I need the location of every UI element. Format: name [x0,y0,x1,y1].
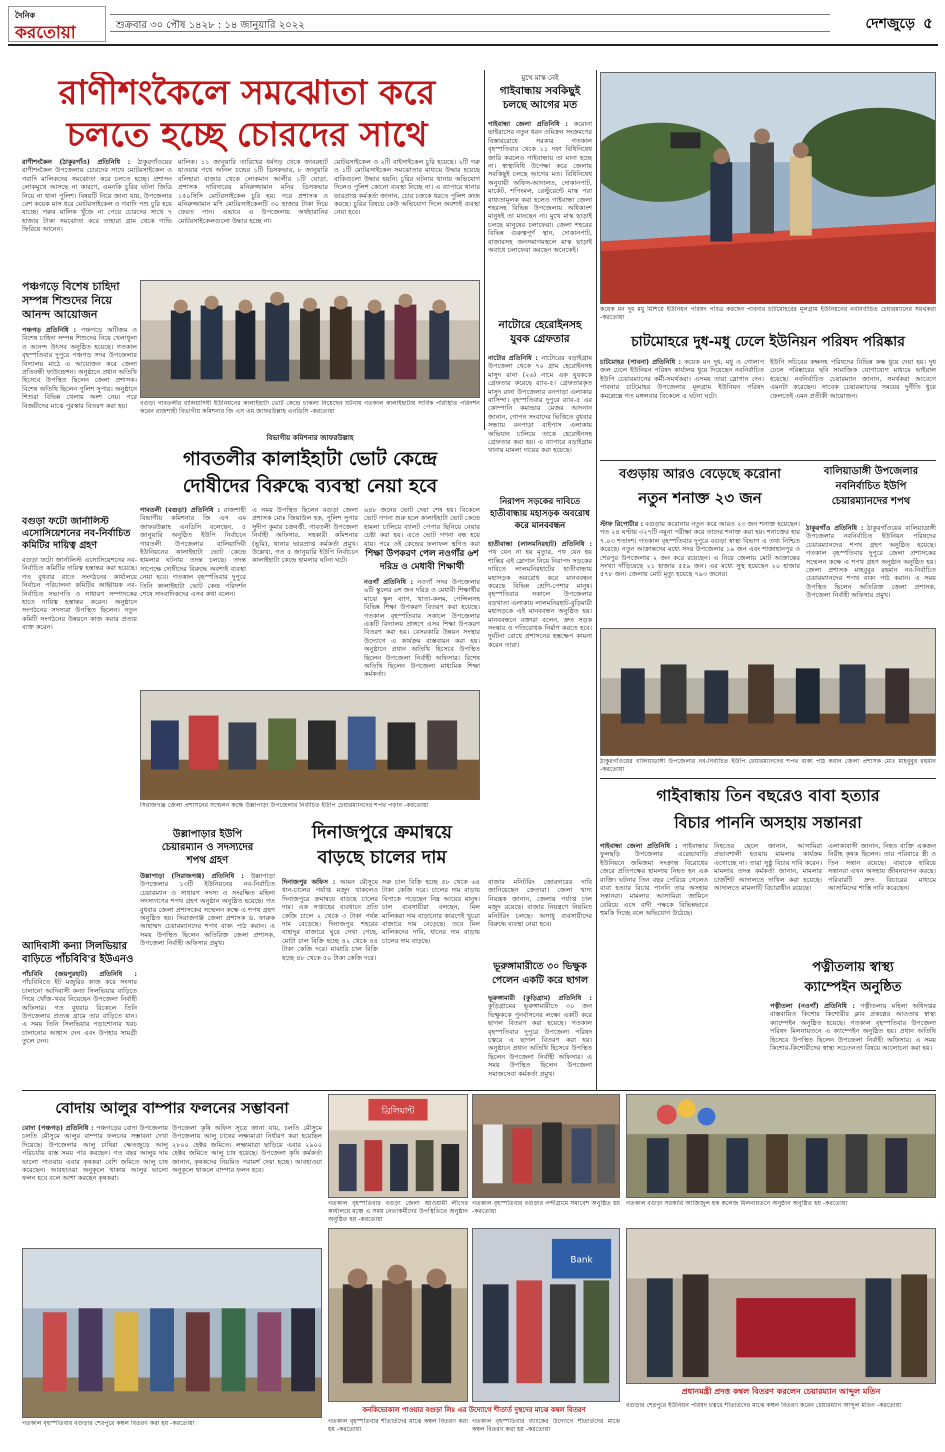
naogaon-headline-2: দরিদ্র ও মেধাবী শিক্ষার্থী [379,562,465,572]
highway-headline-2: হাতীবান্ধায় মহাসড়ক অবরোধ [490,509,590,519]
natore-text [488,354,592,494]
gaibandha-headline-text: গাইবান্ধায় সবকিছুই চলছে আগের মত [499,85,581,111]
gabtali-dateline: গাবতলী (বগুড়া) প্রতিনিধি : [140,506,221,514]
patnitala-headline-2: ক্যাম্পেইন অনুষ্ঠিত [804,980,902,995]
corona-headline-2: নতুন শনাক্ত ২৩ জন [638,489,762,507]
corona-headline-1: বগুড়ায় আরও বেড়েছে করোনা [619,467,781,482]
panchagarh-body: পঞ্চগড়ে অটিজম ও বিশেষ চাহিদা সম্পন্ন শিশুদের নিয়ে খেলাধুলা ও আনন্দ উৎসব অনুষ্ঠিত হয়েছে। গতকাল বৃহস্পতিবার দুপুরে পঞ্চগড় সদর উপজেলার বিদ্যালয় মাঠে এ আয়োজন করে জেলা প্রতিবন্ধী ফাউন্ডেশন। অনুষ্ঠানে প্রধান অতিথি হিসেবে উপস্থিত ছিলেন জেলা প্রশাসক। বিশেষ অতিথি ছিলেন পুলিশ সুপার। অনুষ্ঠানে শিশুরা বিভিন্ন খেলায় অংশ নেয়। পরে বিজয়ীদের মাঝে পুরস্কার বিতরণ করা হয়। [22,326,137,410]
naogaon-body: নওগাঁ সদর উপজেলার ৬টি স্কুলের ৬শ জন দরিদ্র ও মেধাবী শিক্ষার্থীর মাঝে স্কুল ব্যাগ, খাতা-কলম, পেন্সিলসহ বিভিন্ন শিক্ষা উপকরণ বিতরণ করা হয়েছে। গতকাল বৃহস্পতিবার সকালে উপজেলার একটি বিদ্যালয় প্রাঙ্গণে এসব শিক্ষা উপকরণ বিতরণ করা হয়। বেসরকারি উন্নয়ন সংস্থার উদ্যোগে এ কার্যক্রম বাস্তবায়ন করা হয়। অনুষ্ঠানে প্রধান অতিথি হিসেবে উপস্থিত ছিলেন উপজেলা নির্বাহী অফিসার। বিশেষ অতিথি ছিলেন উপজেলা মাধ্যমিক শিক্ষা কর্মকর্তা। [364,578,480,679]
brand-name: করতোয়া [15,23,76,42]
corona-body: বগুড়ায় করোনায় নতুন করে আরও ২৩ জন শনাক্ত হয়েছেন। গত ২৪ ঘণ্টায় ৩২৭টি নমুনা পরীক্ষা করে তাদের শনাক্ত করা হয়। শনাক্তের হার ৭.০৩ শতাংশ। গতকাল বৃহস্পতিবার দুপুরে বগুড়া স্বাস্থ্য বিভাগ এ তথ্য নিশ্চিত করেছে। নতুন আক্রান্তদের মধ্যে সদর উপজেলার ১৯ জন এবং শাজাহানপুর ও শেরপুর উপজেলার ২ জন করে রয়েছেন। এ নিয়ে জেলায় মোট আক্রান্তের সংখ্যা দাঁড়িয়েছে ২১ হাজার ৫৫৯ জন। এর মধ্যে সুস্থ হয়েছেন ২০ হাজার ৫৭৮ জন। জেলায় মোট মৃত্যু হয়েছে ৭৯৩ জনের। [600,520,800,579]
natore-headline-text: নাটোরে হেরোইনসহ যুবক গ্রেফতার [498,319,582,345]
baliadangi-headline-3: চেয়ারম্যানদের শপথ [831,496,911,507]
lead-dateline: রাণীশংকৈল (ঠাকুরগাঁও) প্রতিনিধি : [22,158,131,166]
dateline-bar [110,14,830,32]
bottom-photo-6 [472,1228,620,1402]
adivasi-text [22,970,137,1088]
bogura-photo-headline-3: কমিটির দায়িত্ব গ্রহণ [22,540,98,551]
bottom-photo-4 [22,1248,322,1418]
boda-text-1: পঞ্চগড়ের বোদা উপজেলায় চলতি মৌসুমে আলুর বাম্পার ফলনের সম্ভাবনা দেখা দিয়েছে। উপজেলার আলু চাষিরা ক্ষেতজুড়ে আলু পরিচর্যায় ব্যস্ত সময় পার করছেন। গত বছর আলুর দাম ভালো পাওয়ায় এবার কৃষকরা বেশি জমিতে আলু চাষ করেছেন। আবহাওয়া অনুকূলে থাকায় আলুর ভালো ফলন হবে বলে আশা করছেন কৃষকরা। [22,1124,168,1183]
bottom-photo-1 [328,1094,468,1198]
lead-photo [140,280,480,398]
ullapara-headline-1: উল্লাপাড়ার ইউপি [172,829,243,840]
bogura-photo-text [22,556,137,746]
highway-text [488,540,592,810]
chatmohar-photo [600,72,936,304]
panchagarh-headline-1: পঞ্চগড়ে বিশেষ চাহিদা [22,280,120,293]
corona-dateline: স্টাফ রিপোর্টার : [600,520,644,528]
divider-right-2 [600,778,936,779]
justice-text-col1 [600,842,708,1088]
bottom-caption-7: বগুড়ার শেরপুরে ইউনিয়ন পরিষদ চত্বরে শীতার্তদের মাঝে কম্বল বিতরণ করেন চেয়ারম্যান আব্দুল মতিন -করতোয়া [626,1402,902,1409]
highway-dateline: হাতীবান্ধা (লালমনিরহাট) প্রতিনিধি : [488,540,592,548]
divider-middle-right [596,70,597,1090]
panchagarh-headline-2: সম্পন্ন শিশুদের নিয়ে [22,294,112,307]
dinajpur-headline-1: দিনাজপুরে ক্রমান্বয়ে [312,822,452,843]
divider-right-1 [600,460,936,461]
boda-dateline: বোদা (পঞ্চগড়) প্রতিনিধি : [22,1124,94,1132]
naogaon-dateline: নওগাঁ প্রতিনিধি : [364,578,414,586]
patnitala-body: পত্নীতলায় মহিলা অধিদপ্তর বাস্তবায়িত কিশোর কিশোরীর ক্লাব প্রকল্পের আওতায় স্বাস্থ্য ক্যাম্পেইন অনুষ্ঠিত হয়েছে। গতকাল বৃহস্পতিবার উপজেলা পরিষদ মিলনায়তনে এ ক্যাম্পেইন অনুষ্ঠিত হয়। প্রধান অতিথি হিসেবে উপস্থিত ছিলেন উপজেলা নির্বাহী অফিসার। এ সময় কিশোর-কিশোরীদের স্বাস্থ্য সচেতনতা বিষয়ে আলোচনা করা হয়। [770,1002,936,1053]
lead-text-2: মালিক। ১১ জানুয়ারি তারিখের ধর্মগড় থেকে জাবরহাট যাওয়ার পথে অনিল চন্দ্রের ১টি ডিসকভার, ৮ জানুয়ারি বলিহারা বাজার থেকে লোকমান আলীর ১টি ঘোড়া, প্রশাসক দাবিদারের মনিরুজ্জামান মনির ডিসকভার ১৫০সিসি মোটরসাইকেল চুরি হয়। পরে প্রশাসক ও মনিরুজ্জামান মণি মোটরসাইকেলটি ৩০ হাজার টাকা দিয়ে ফেরত পান। এভাবে এ উপজেলায় অর্থহারানির মোটরসাইকেলগুলো উদ্ধার হচ্ছে না। [178,158,328,225]
gabtali-text-2: এ সময় উপস্থিত ছিলেন বগুড়া জেলা প্রশাসক মোঃ জিয়াউল হক, পুলিশ সুপার সুদীপ কুমার চক্রবর্ত্তী, গাবতলী উপজেলা নির্বাহী অফিসার, সহকারী কমিশনার (ভূমি), থানার ভারপ্রাপ্ত কর্মকর্তা প্রমুখ। উল্লেখ্য, গত ৫ জানুয়ারি ইউপি নির্বাচনে কালাইহাটা কেন্দ্রে হামলার ঘটনা ঘটে। [252,506,358,565]
justice-text-col3 [828,842,936,956]
sirajganj-photo [140,690,480,800]
gaibandha-dateline: গাইবান্ধা জেলা প্রতিনিধি : [488,120,569,128]
bottom-caption-5-title: কনকিভোকাল পাওয়ার বগুড়া লিঃ এর উদ্যোগে শীতার্ত দুস্থদের মাঝে কম্বল বিতরণ [362,1406,586,1414]
kurigram-headline-2: পেলেন একটি করে ছাগল [491,975,589,986]
gabtali-headline [140,446,480,504]
lead-text-col1 [22,158,172,278]
dinajpur-text-col3 [488,878,592,958]
lead-photo-caption: বগুড়া গাবতলীর বালিয়াদিঘী ইউনিয়নের কালাইহাটা ভোট কেন্দ্রে চাকলা নিয়েছেন ঘটনায় গতকাল কালাইহাটায় সার্বিক পরিস্থিতি পরিদর্শন করেন রাজশাহী বিভাগীয় কমিশনার জি এস এম জাফরউল্লাহ এনডিসি -করতোয়া [140,400,480,415]
justice-text-1: গাইবান্ধার ফুলছড়ি উপজেলার এরেন্ডাবাড়ি ইউনিয়নে জমিজমা সংক্রান্ত বিরোধের জেরে প্রতিপক্ষের হামলায় নিহত হন এক ব্যক্তি। ঘটনার তিন বছর পেরিয়ে গেলেও বাবা হত্যার বিচার পাননি তার অসহায় সন্তানরা। মামলার আসামিরা জামিনে বেরিয়ে এসে বাদী পক্ষকে বিভিন্নভাবে হুমকি দিচ্ছে বলে অভিযোগ উঠেছে। [600,842,708,918]
dinajpur-headline [282,820,482,876]
baliadangi-dateline: ঠাকুরগাঁও প্রতিনিধি : [806,524,864,532]
gabtali-kicker: বিভাগীয় কমিশনার জাফরউল্লাহ [266,434,354,442]
adivasi-body: পাঁচবিবিতে ইট মজুরির কাজ করে সংসার চালানো আদিবাসী কন্যা সিলভিয়ার বাড়িতে গিয়ে খোঁজ-খবর নিয়েছেন উপজেলা নির্বাহী অফিসার। গত বুধবার বিকেলে তিনি উপজেলার প্রত্যন্ত গ্রামে তার বাড়িতে যান। এ সময় তিনি সিলভিয়ার পড়াশোনার খরচ চালানোর আশ্বাস দেন এবং উপহার সামগ্রী তুলে দেন। [22,978,137,1046]
kurigram-headline [488,960,592,994]
highway-body: পথ যেন না হয় মৃত্যুর, পথ যেন হয় শান্তির এই স্লোগান নিয়ে নিরাপদ সড়কের দাবিতে লালমনিরহাটের হাতীবান্ধায় মহাসড়ক অবরোধ করে মানববন্ধন করেছে বিভিন্ন শ্রেণি-পেশার মানুষ। বৃহস্পতিবার সকালে উপজেলার বড়খাতা এলাকায় লালমনিরহাট-বুড়িমারী মহাসড়কে এই মানববন্ধন অনুষ্ঠিত হয়। মানববন্ধনে বক্তারা বলেন, দ্রুত সড়ক সংস্কার ও গতিরোধক নির্মাণ করতে হবে। দুর্ঘটনা রোধে প্রশাসনের হস্তক্ষেপ কামনা করেন তারা। [488,548,592,649]
gabtali-text-3: ৬৪৮ জনের ভোট দেয়া শেষ হয়। বিকেলে ভোট গণনা শুরু হলে কালাইহাটা ভোট কেন্দ্রে হামলা চালিয়ে ব্যালট পেপার ছিনিয়ে নেয়ার চেষ্টা করা হয়। এতে ভোট গণনা বন্ধ হয়ে যায়। পরে ওই কেন্দ্রের ফলাফল স্থগিত করা [364,506,480,548]
bottom-photo-3 [626,1094,936,1198]
baliadangi-headline-1: বালিয়াডাঙ্গী উপজেলার [823,466,919,477]
lead-text-col3 [334,158,480,278]
naogaon-text [364,578,480,688]
patnitala-headline [770,958,936,1002]
dinajpur-text-col2 [382,878,480,1088]
ullapara-dateline: উল্লাপাড়া (সিরাজগঞ্জ) প্রতিনিধি : [140,872,244,880]
gabtali-headline-2: দোষীদের বিরুদ্ধে ব্যবস্থা নেয়া হবে [182,475,438,497]
page-number: ৫ [923,14,933,32]
ullapara-headline-3: শপথ গ্রহণ [186,855,229,866]
bottom-caption-5: গতকাল বৃহস্পতিবার শীতার্তদের মাঝে কম্বল বিতরণ করা হয় -করতোয়া [328,1418,468,1433]
natore-body: নাটোরের বড়াইগ্রাম উপজেলা থেকে ৭০ গ্রাম হেরোইনসহ মাসুদ রানা (২৬) নামে এক যুবককে গ্রেফতার করেছে র‌্যাব-৫। গ্রেফতারকৃত মাসুদ রানা উপজেলার বনপাড়া এলাকার বাসিন্দা। বৃহস্পতিবার দুপুরে র‌্যাব-৫ এর কোম্পানি কমান্ডার মেজর আদনান জানান, গোপন সংবাদের ভিত্তিতে বুধবার সন্ধ্যায় বনপাড়া বাইপাস এলাকায় অভিযান চালিয়ে তাকে হেরোইনসহ গ্রেফতার করা হয়। এ ব্যাপারে বড়াইগ্রাম থানায় মামলা দায়ের করা হয়েছে। [488,354,592,455]
boda-text-2: উপজেলা কৃষি অফিস সূত্রে জানা যায়, চলতি মৌসুমে উপজেলায় আলু চাষের লক্ষ্যমাত্রা নির্ধারণ করা হয়েছিল ২৮০০ হেক্টর জমিতে। লক্ষ্যমাত্রা ছাড়িয়ে এবার ২৯০০ হেক্টর জমিতে আলু চাষ হয়েছে। উপজেলা কৃষি কর্মকর্তা জানান, কৃষকদের নিয়মিত পরামর্শ দেয়া হচ্ছে। আবহাওয়া অনুকূলে থাকলে বাম্পার ফলন হবে। [172,1124,322,1175]
bottom-photo-7 [626,1228,936,1384]
brand-logo [8,6,106,42]
chatmohar-text-2: ইউপি সচিবের কক্ষসহ পরিষদের বিভিন্ন কক্ষ ধুয়ে দেয়া হয়। দুধ ঢেলে পরিষ্কারের ছবি সামাজিক যোগাযোগ মাধ্যমে ভাইরাল হয়েছে। নবনির্বাচিত চেয়ারম্যান জানান, সমর্থকরা আবেগে এমনটা করেছেন। সাবেক চেয়ারম্যানের সময়ের দুর্নীতি ধুয়ে ফেলতেই এমন প্রতীকী আয়োজন। [770,358,936,400]
kurigram-headline-1: ভূরুঙ্গামারীতে ৩০ ভিক্ষুক [493,961,587,972]
banner-label: ব্রিলিয়ান্ট [381,1106,415,1117]
chatmohar-caption: কয়েক মন দুধ মধু মিশিয়ে ইউনিয়ন পরিষদ পবিত্র করছেন পাবনার চাটমোহরের মূলগ্রাম ইউনিয়নের নবনির্বাচিত চেয়ারম্যানের সমর্থকরা -করতোয়া [600,306,936,321]
bottom-caption-1: গতকাল বৃহস্পতিবার বগুড়া জেলা আওয়ামী লীগের কার্যালয়ে মঞ্চে এ সময় নেতাকর্মীদের উপস্থিতিতে অনুষ্ঠান অনুষ্ঠিত হয় -করতোয়া [328,1200,468,1223]
dinajpur-text-3: বাজার মনিটরিং জোরদারের দাবি জানিয়েছেন ক্রেতারা। জেলা খাদ্য নিয়ন্ত্রক জানান, জেলায় পর্যাপ্ত চাল মজুদ রয়েছে। বাজার নিয়ন্ত্রণে নিয়মিত মনিটরিং চলছে। অসাধু ব্যবসায়ীদের বিরুদ্ধে ব্যবস্থা নেয়া হবে। [488,878,592,929]
ullapara-body: উল্লাপাড়া উপজেলার ১৩টি ইউনিয়নের নব-নির্বাচিত চেয়ারম্যান ও সাধারণ সদস্য ও সংরক্ষিত মহিলা সদস্যগণের শপথ গ্রহণ অনুষ্ঠান অনুষ্ঠিত হয়েছে। গত বুধবার জেলা প্রশাসকের সম্মেলন কক্ষে এ শপথ গ্রহণ অনুষ্ঠিত হয়। সিরাজগঞ্জ জেলা প্রশাসক ড. ফারুক আহাম্মদ চেয়ারম্যানদের শপথ বাক্য পাঠ করান। এ সময় উপস্থিত ছিলেন অতিরিক্ত জেলা প্রশাসক, উপজেলা নির্বাহী অফিসার প্রমুখ। [140,872,275,948]
lead-text-3: মোটরসাইকেল ও ২টি বাইসাইকেল চুরি হয়েছে। ২টি গরু ও ১টি মোটরসাইকেল সমঝোতার মাধ্যমে উদ্ধার হয়েছে বাকিগুলো উদ্ধার হয়নি। চুরির ঘটনায় থানায় অভিযোগ দিলেও পুলিশ কোনো ব্যবস্থা নিচ্ছে না। এ ব্যাপারে থানার ভারপ্রাপ্ত কর্মকর্তা জানান, চোর চক্রকে ধরতে পুলিশ কাজ করছে। চুরির বিষয়ে কেউ অভিযোগ দিলে অবশ্যই ব্যবস্থা নেয়া হবে। [334,158,480,217]
baliadangi-headline [806,464,936,524]
divider-middle-left [484,70,485,430]
naogaon-headline-1: শিক্ষা উপকরণ পেল নওগাঁর ৬শ [365,549,479,559]
gabtali-text-col2 [252,506,358,686]
brand-small: দৈনিক [15,11,36,20]
patnitala-headline-1: পত্নীতলায় স্বাস্থ্য [812,960,894,975]
baliadangi-photo [600,628,936,756]
chatmohar-text-1: কয়েক মন দুধ, মধু ও গোলাপ জল ঢেলে ইউনিয়ন পরিষদ কার্যালয় ধুয়ে দিয়েছেন নবনির্বাচিত ইউপি চেয়ারম্যানের কর্মী-সমর্থকরা। এসময় তারা স্লোগান দেন। পাবনার চাটমোহর উপজেলার মূলগ্রাম ইউনিয়ন পরিষদ কমপ্লেক্সে গত মঙ্গলবার বিকেলে এ ঘটনা ঘটে। [600,358,764,400]
justice-headline [600,782,936,840]
bottom-caption-3: গতকাল বগুড়া সরকারি আজিজুল হক কলেজ মিলনায়তনে অনুষ্ঠান অনুষ্ঠিত হয় -করতোয়া [626,1200,848,1207]
chatmohar-dateline: চাটমোহর (পাবনা) প্রতিনিধি : [600,358,682,366]
panchagarh-dateline: পঞ্চগড় প্রতিনিধি : [22,326,77,334]
kurigram-body: কুড়িগ্রামের ভূরুঙ্গামারীতে ৩০ জন ভিক্ষুককে পুনর্বাসনের লক্ষ্যে একটি করে ছাগল বিতরণ করা হয়েছে। গতকাল বৃহস্পতিবার দুপুরে উপজেলা পরিষদ চত্বরে এ ছাগল বিতরণ করা হয়। অনুষ্ঠানে প্রধান অতিথি হিসেবে উপস্থিত ছিলেন উপজেলা নির্বাহী অফিসার। এ সময় উপস্থিত ছিলেন উপজেলা সমাজসেবা কর্মকর্তা প্রমুখ। [488,1002,592,1078]
baliadangi-headline-2: নবনির্বাচিত ইউপি [835,481,907,492]
panchagarh-text [22,326,137,516]
bottom-photo-2 [472,1094,620,1198]
dinajpur-text-2: সরু চাল বিক্রি হচ্ছে ৫৮ থেকে ৬৪ টাকা কেজি দরে। চালের দাম বাড়ায় বিপাকে পড়েছেন নিম্ন আয়ের মানুষ। চাল ব্যবসায়ীরা বলছেন, মিল মালিকরা দাম বাড়ানোর কারণেই খুচরা বাজারে দাম বেড়েছে। তবে মিল মালিকদের দাবি, ধানের দাম বাড়ায় চালের দাম বাড়ছে। [382,878,480,945]
kurigram-dateline: ভূরুঙ্গামারী (কুড়িগ্রাম) প্রতিনিধি : [488,994,592,1002]
baliadangi-caption: ঠাকুরগাঁওয়ের বালিয়াডাঙ্গী উপজেলার নব-নির্বাচিত ইউপি চেয়ারম্যানদের শপথ বাক্য পাঠ করান জেলা প্রশাসক মোঃ মাহবুবুর রহমান -করতোয়া [600,758,936,773]
corona-text [600,520,800,624]
natore-headline [488,318,592,356]
bogura-photo-headline-2: এসোসিয়েশনের নব-নির্বাচিত [22,528,131,539]
ullapara-text [140,872,275,1088]
highway-headline-3: করে মানববন্ধন [514,521,566,531]
bottom-caption-4: গতকাল বৃহস্পতিবার বগুড়ার শেরপুরে কম্বল বিতরণ করা হয় -করতোয়া [22,1420,195,1427]
bank-label: Bank [570,1255,593,1266]
lead-text-col2 [178,158,328,278]
chatmohar-text-col1 [600,358,764,458]
gabtali-text-col1 [140,506,246,686]
patnitala-text [770,1002,936,1088]
adivasi-headline-1: আদিবাসী কন্যা সিলভিয়ার [22,941,127,952]
gaibandha-body: করোনা ভাইরাসের নতুন ধরন ওমিক্রন সংক্রমণের বিস্তাররোধে সরকার গতকাল বৃহস্পতিবার থেকে ১১ দফা বিধিনিষেধ জারি করলেও গাইবান্ধায় তা মানা হচ্ছে না। স্বাস্থ্যবিধি উপেক্ষা করে জেলায় সবকিছুই চলছে আগের মত। বিধিনিষেধ অনুযায়ী অফিস-আদালত, দোকানপাট, মার্কেট, শপিংমল, রেস্টুরেন্টে মাস্ক পরা বাধ্যতামূলক করা হলেও গাইবান্ধা জেলা শহরসহ বিভিন্ন উপজেলায় অধিকাংশ মানুষই তা মানছেন না। মুখে মাস্ক ছাড়াই চলছে মানুষের চলাফেরা। জেলা শহরের বিভিন্ন গুরুত্বপূর্ণ স্থান, দোকানপাট, বাজারসহ জনসমাগমস্থলে মাস্ক ছাড়াই অবাধে চলাফেরা করছেন অনেকেই। [488,120,592,255]
divider-bottom [22,1090,936,1091]
chatmohar-text-col2 [770,358,936,458]
highway-headline-1: নিরাপদ সড়কের দাবিতে [499,497,581,507]
justice-dateline: গাইবান্ধা জেলা প্রতিনিধি : [600,842,678,850]
kurigram-text [488,994,592,1088]
masthead [0,0,945,60]
section-label: দেশজুড়ে [865,16,915,32]
ullapara-headline-2: চেয়ারম্যান ও সদস্যদের [161,842,254,853]
lead-headline-line2: চলতে হচ্ছে চোরদের সাথে [66,115,428,155]
lead-headline [22,72,472,158]
justice-headline-1: গাইবান্ধায় তিন বছরেও বাবা হত্যার [656,786,880,805]
patnitala-dateline: পত্নীতলা (নওগাঁ) প্রতিনিধি : [770,1002,855,1010]
dinajpur-text-1: আমন মৌসুমে ধান-চালের পর্যাপ্ত মজুদ থাকলেও দিনাজপুরে ক্রমান্বয়ে বাড়ছে চালের দাম। এক সপ্তাহের ব্যবধানে প্রতি কেজি চালে ২ থেকে ৩ টাকা পর্যন্ত দাম বেড়েছে। দিনাজপুর শহরের বাহাদুর বাজারে ঘুরে দেখা গেছে, মোটা চাল বিক্রি হচ্ছে ৪২ থেকে ৪৪ টাকা কেজি দরে। মাঝারি চাল বিক্রি হচ্ছে ৪৮ থেকে ৫০ টাকা কেজি দরে। [282,878,378,962]
boda-text-col2 [172,1124,322,1244]
dinajpur-text-col1 [282,878,378,1088]
corona-headline [600,464,800,518]
adivasi-dateline: পাঁচবিবি (জয়পুরহাট) প্রতিনিধি : [22,970,137,978]
masthead-rule [8,44,938,46]
gaibandha-kicker: মুখে মাস্ক নেই [521,74,559,82]
boda-headline: বোদায় আলুর বাম্পার ফলনের সম্ভাবনা [55,1099,289,1117]
panchagarh-headline-3: আনন্দ আয়োজন [22,308,98,321]
gabtali-text-1: রাজশাহী বিভাগীয় কমিশনার জি এস এম জাফরউল্লাহ এনডিসি বলেছেন, ৫ জানুয়ারি অনুষ্ঠিত ইউপি নির্বাচনে গাবতলী উপজেলার বালিয়াদিঘী ইউনিয়নের কালাইহাটা ভোট কেন্দ্রে হামলার ঘটনায় তদন্ত চলছে। তদন্ত সাপেক্ষে দোষীদের বিরুদ্ধে অবশ্যই ব্যবস্থা নেয়া হবে। গতকাল বৃহস্পতিবার দুপুরে তিনি কালাইহাটা ভোট কেন্দ্র পরিদর্শন শেষে সাংবাদিকদের এসব কথা বলেন। [140,506,246,599]
bottom-caption-6: গতকাল বৃহস্পতিবার ব্যাংকের উদ্যোগে শীতার্তদের মাঝে কম্বল বিতরণ করা হয় -করতোয়া [472,1418,620,1433]
dateline: শুক্রবার ৩০ পৌষ ১৪২৮ : ১৪ জানুয়ারি ২০২২ [116,20,305,31]
gaibandha-headline [488,84,592,120]
bottom-caption-7-title: প্রধানমন্ত্রী প্রদত্ত কম্বল বিতরণ করলেন চেয়ারম্যান আব্দুল মতিন [681,1387,881,1396]
bottom-caption-2: গতকাল বৃহস্পতিবার বগুড়ার নন্দীগ্রামে সমাবেশ অনুষ্ঠিত হয় -করতোয়া [472,1200,620,1215]
bogura-photo-body: বগুড়া ফটো জার্নালিস্ট এসোসিয়েশনের নব-নির্বাচিত কমিটির দায়িত্ব হস্তান্তর করা হয়েছে। গত বুধবার রাতে সংগঠনের কার্যালয়ে নির্বাচন পরিচালনা কমিটির আহ্বায়ক নব-নির্বাচিত সভাপতি ও সাধারণ সম্পাদকের হাতে দায়িত্ব হস্তান্তর করেন। অনুষ্ঠানে সংগঠনের সদস্যরা উপস্থিত ছিলেন। নতুন কমিটি সংগঠনের উন্নয়নে কাজ করার প্রত্যয় ব্যক্ত করেন। [22,556,137,632]
chatmohar-headline: চাটমোহরে দুধ-মধু ঢেলে ইউনিয়ন পরিষদ পরিষ্কার [631,334,905,350]
lead-text-1: ঠাকুরগাঁওয়ের রাণীশংকৈল উপজেলায় চোরদের সাথে মোটরসাইকেল ও গবাদি মালিকদের সমঝোতা করে চলতে হচ্ছে। প্রশাসন লোকমুখে আসছে না কারণে, এমনকি চুরির ঘটনা জিডি নিয়ে না থানা পুলিশ। বিষয়টি নিয়ে জানা যায়, উপজেলার বেশ কয়েক মাস ধরে মোটরসাইকেল ও গবাদি পশু চুরি হয়ে যাচ্ছে। গরুর মালিক খুঁজে না পেয়ে চোরদের সাথে ৭ হাজার টাকা সমঝোতা করে তাহারা গ্রাম থেকে গাভি ফিরিয়ে আনেন। [22,158,172,234]
bottom-photo-5 [328,1228,468,1402]
baliadangi-body: ঠাকুরগাঁওয়ের বালিয়াডাঙ্গী উপজেলার নবনির্বাচিত ইউনিয়ন পরিষদের চেয়ারম্যানদের শপথ গ্রহণ অনুষ্ঠিত হয়েছে। গতকাল বৃহস্পতিবার দুপুরে জেলা প্রশাসকের সম্মেলন কক্ষে এ শপথ গ্রহণ অনুষ্ঠান অনুষ্ঠিত হয়। জেলা প্রশাসক মাহবুবুর রহমান নব-নির্বাচিত চেয়ারম্যানদের শপথ বাক্য পাঠ করান। এ সময় উপস্থিত ছিলেন অতিরিক্ত জেলা প্রশাসক, উপজেলা নির্বাহী অফিসার প্রমুখ। [806,524,936,600]
gaibandha-text [488,120,592,316]
dinajpur-dateline: দিনাজপুর অফিস : [282,878,336,886]
natore-dateline: নাটোর প্রতিনিধি : [488,354,538,362]
justice-headline-2: বিচার পাননি অসহায় সন্তানরা [674,813,862,832]
lead-headline-line1: রাণীশংকৈলে সমঝোতা করে [58,73,436,113]
justice-text-3: এলাকাবাসী জানান, নিহত ব্যক্তি একজন নিরীহ কৃষক ছিলেন। তার পরিবারে স্ত্রী ও তিন সন্তান রয়েছে। বাবাকে হারিয়ে সন্তানরা এখন অসহায় জীবনযাপন করছে। পরিবারটি দ্রুত বিচারের মাধ্যমে আসামিদের শাস্তি দাবি করেছেন। [828,842,936,893]
bogura-photo-headline-1: বগুড়া ফটো জার্নালিস্ট [22,516,109,527]
baliadangi-text [806,524,936,624]
dinajpur-headline-2: বাড়ছে চালের দাম [317,847,447,868]
boda-text-col1 [22,1124,168,1244]
gabtali-text-col3 [364,506,480,550]
gabtali-headline-1: গাবতলীর কালাইহাটা ভোট কেন্দ্রে [182,448,438,470]
sirajganj-caption: সিরাজগঞ্জ জেলা প্রশাসনের সম্মেলন কক্ষে উল্লাপাড়া উপজেলার নির্বাচিত ইউপি চেয়ারম্যানদের শপথ পড়ান -করতোয়া [140,802,429,809]
adivasi-headline-2: বাড়িতে পাঁচবিবি'র ইউএনও [22,954,134,965]
justice-text-2: নিহতের ছেলে জানান, আসামিরা প্রভাবশালী হওয়ায় মামলার কার্যক্রম এগোচ্ছে না। তারা সুষ্ঠু বিচার দাবি করেন। মামলার তদন্ত কর্মকর্তা জানান, মামলার চার্জশিট আদালতে দাখিল করা হয়েছে। আদালতে মামলাটি বিচারাধীন রয়েছে। [714,842,822,893]
